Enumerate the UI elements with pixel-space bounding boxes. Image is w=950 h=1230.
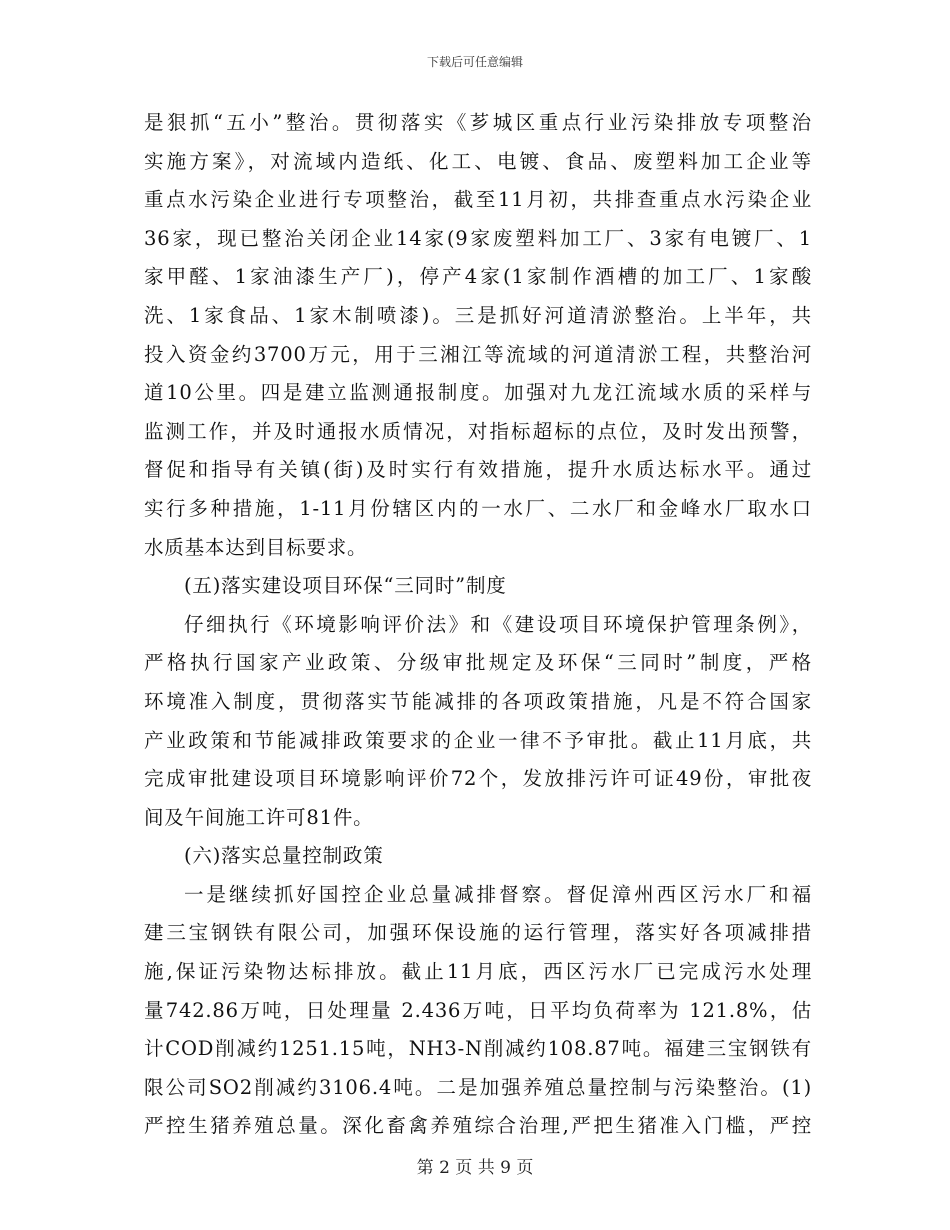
- text-line: 计COD削减约1251.15吨，NH3-N削减约108.87吨。福建三宝钢铁有: [144, 1037, 812, 1061]
- text-line: 督促和指导有关镇(街)及时实行有效措施，提升水质达标水平。通过: [144, 458, 812, 482]
- text-line: 一是继续抓好国控企业总量减排督察。督促漳州西区污水厂和福: [184, 882, 812, 906]
- text-line: 限公司SO2削减约3106.4吨。二是加强养殖总量控制与污染整治。(1): [144, 1075, 812, 1099]
- text-line: 是狠抓“五小”整治。贯彻落实《芗城区重点行业污染排放专项整治: [144, 111, 812, 134]
- text-line: (六)落实总量控制政策: [184, 844, 384, 868]
- text-line: 投入资金约3700万元，用于三湘江等流域的河道清淤工程，共整治河: [144, 342, 812, 366]
- page-footer: 第 2 页 共 9 页: [416, 1158, 534, 1178]
- text-line: 施,保证污染物达标排放。截止11月底，西区污水厂已完成污水处理: [144, 960, 812, 984]
- text-line: 环境准入制度，贯彻落实节能减排的各项政策措施，凡是不符合国家: [144, 689, 812, 713]
- text-line: 间及午间施工许可81件。: [144, 805, 374, 829]
- text-line: 实行多种措施，1-11月份辖区内的一水厂、二水厂和金峰水厂取水口: [144, 496, 812, 520]
- text-line: 监测工作，并及时通报水质情况，对指标超标的点位，及时发出预警，: [144, 419, 812, 443]
- text-line: 道10公里。四是建立监测通报制度。加强对九龙江流域水质的采样与: [144, 381, 812, 405]
- document-body: [144, 104, 812, 1146]
- text-line: 完成审批建设项目环境影响评价72个，发放排污许可证49份，审批夜: [144, 767, 812, 791]
- text-line: 产业政策和节能减排政策要求的企业一律不予审批。截止11月底，共: [144, 728, 812, 752]
- page-header: 下载后可任意编辑: [426, 55, 523, 69]
- text-line: 36家，现已整治关闭企业14家(9家废塑料加工厂、3家有电镀厂、1: [144, 226, 812, 250]
- text-line: 重点水污染企业进行专项整治，截至11月初，共排查重点水污染企业: [144, 188, 812, 212]
- text-line: 水质基本达到目标要求。: [144, 535, 368, 559]
- text-line: 量742.86万吨，日处理量 2.436万吨，日平均负荷率为 121.8%，估: [144, 998, 812, 1022]
- text-line: 严控生猪养殖总量。深化畜禽养殖综合治理,严把生猪准入门槛，严控: [144, 1114, 812, 1138]
- text-line: 严格执行国家产业政策、分级审批规定及环保“三同时”制度，严格: [144, 651, 812, 675]
- text-line: (五)落实建设项目环保“三同时”制度: [184, 574, 507, 598]
- text-line: 实施方案》，对流域内造纸、化工、电镀、食品、废塑料加工企业等: [144, 149, 812, 173]
- text-line: 建三宝钢铁有限公司，加强环保设施的运行管理，落实好各项减排措: [144, 921, 812, 945]
- text-line: 家甲醛、1家油漆生产厂)，停产4家(1家制作酒槽的加工厂、1家酸: [144, 265, 812, 289]
- text-line: 洗、1家食品、1家木制喷漆)。三是抓好河道清淤整治。上半年，共: [144, 303, 812, 327]
- text-line: 仔细执行《环境影响评价法》和《建设项目环境保护管理条例》，: [184, 612, 812, 636]
